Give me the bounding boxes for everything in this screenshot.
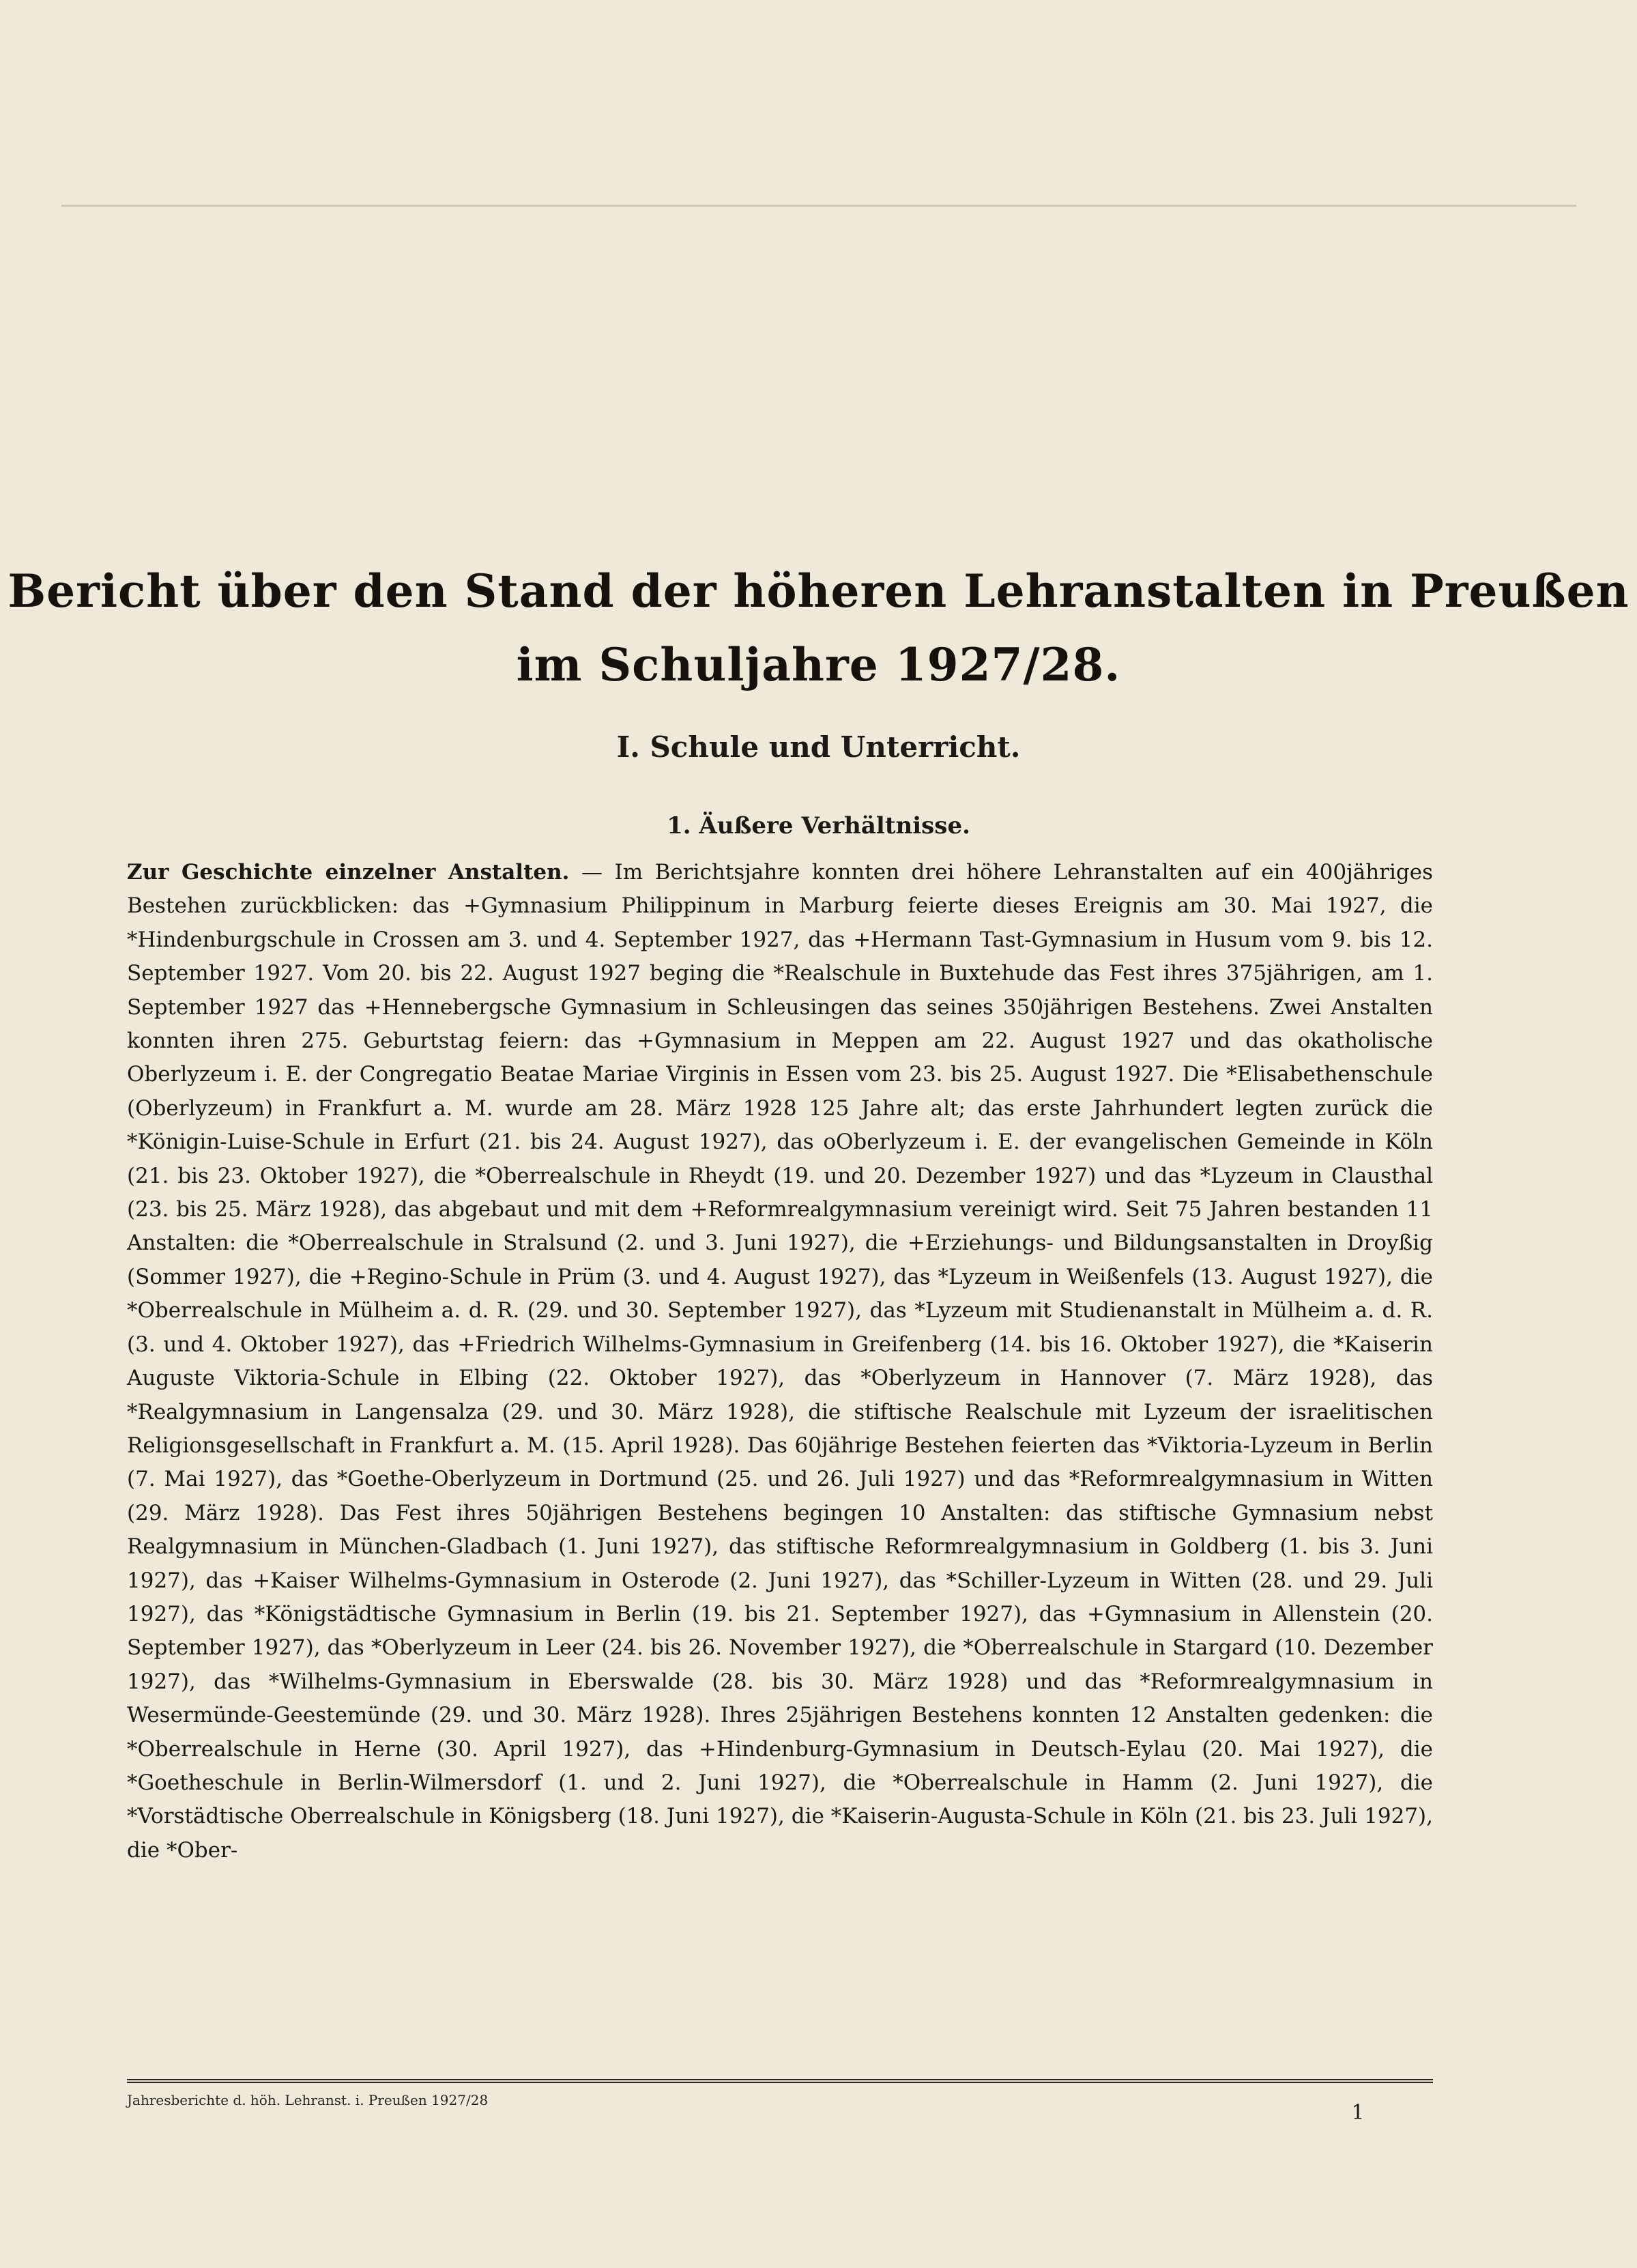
section-heading: I. Schule und Unterricht.: [616, 730, 1021, 764]
subsection-heading: 1. Äußere Verhältnisse.: [667, 812, 970, 839]
title-line-2: im Schuljahre 1927/28.: [516, 638, 1121, 691]
paragraph-text: — Im Berichtsjahre konnten drei höhere Lehranstalten auf ein 400jähriges Bestehen zurückblicken: das +Gymnasium Philippinum in Marburg feierte dieses Ereignis am 30. Mai 1927, die *Hindenburgschule in Crossen am 3. und 4. September 1927, das +Hermann Tast-Gymnasium in Husum vom 9. bis 12. September 1927. Vom 20. bis 22. August 1927 beging die *Realschule in Buxtehude das Fest ihres 375jährigen, am 1. September 1927 das +Hennebergsche Gymnasium in Schleusingen das seines 350jährigen Bestehens. Zwei Anstalten konnten ihren 275. Geburtstag feiern: das +Gymnasium in Meppen am 22. August 1927 und das okatholische Oberlyzeum i. E. der Congregatio Beatae Mariae Virginis in Essen vom 23. bis 25. August 1927. Die *Elisabethenschule (Oberlyzeum) in Frankfurt a. M. wurde am 28. März 1928 125 Jahre alt; das erste Jahrhundert legten zurück die *Königin-Luise-Schule in Erfurt (21. bis 24. August 1927), das oOberlyzeum i. E. der evangelischen Gemeinde in Köln (21. bis 23. Oktober 1927), die *Oberrealschule in Rheydt (19. und 20. Dezember 1927) und das *Lyzeum in Clausthal (23. bis 25. März 1928), das abgebaut und mit dem +Reformrealgymnasium vereinigt wird. Seit 75 Jahren bestanden 11 Anstalten: die *Oberrealschule in Stralsund (2. und 3. Juni 1927), die +Erziehungs- und Bildungsanstalten in Droyßig (Sommer 1927), die +Regino-Schule in Prüm (3. und 4. August 1927), das *Lyzeum in Weißenfels (13. August 1927), die *Oberrealschule in Mülheim a. d. R. (29. und 30. September 1927), das *Lyzeum mit Studienanstalt in Mülheim a. d. R. (3. und 4. Oktober 1927), das +Friedrich Wilhelms-Gymnasium in Greifenberg (14. bis 16. Oktober 1927), die *Kaiserin Auguste Viktoria-Schule in Elbing (22. Oktober 1927), das *Oberlyzeum in Hannover (7. März 1928), das *Realgymnasium in Langensalza (29. und 30. März 1928), die stiftische Realschule mit Lyzeum der israelitischen Religionsgesellschaft in Frankfurt a. M. (15. April 1928). Das 60jährige Bestehen feierten das *Viktoria-Lyzeum in Berlin (7. Mai 1927), das *Goethe-Oberlyzeum in Dortmund (25. und 26. Juli 1927) und das *Reformrealgymnasium in Witten (29. März 1928). Das Fest ihres 50jährigen Bestehens begingen 10 Anstalten: das stiftische Gymnasium nebst Realgymnasium in München-Gladbach (1. Juni 1927), das stiftische Reformrealgymnasium in Goldberg (1. bis 3. Juni 1927), das +Kaiser Wilhelms-Gymnasium in Osterode (2. Juni 1927), das *Schiller-Lyzeum in Witten (28. und 29. Juli 1927), das *Königstädtische Gymnasium in Berlin (19. bis 21. September 1927), das +Gymnasium in Allenstein (20. September 1927), das *Oberlyzeum in Leer (24. bis 26. November 1927), die *Oberrealschule in Stargard (10. Dezember 1927), das *Wilhelms-Gymnasium in Eberswalde (28. bis 30. März 1928) und das *Reformrealgymnasium in Wesermünde-Geestemünde (29. und 30. März 1928). Ihres 25jährigen Bestehens konnten 12 Anstalten gedenken: die *Oberrealschule in Herne (30. April 1927), das +Hindenburg-Gymnasium in Deutsch-Eylau (20. Mai 1927), die *Goetheschule in Berlin-Wilmersdorf (1. und 2. Juni 1927), die *Oberrealschule in Hamm (2. Juni 1927), die *Vorstädtische Oberrealschule in Königsberg (18. Juni 1927), die *Kaiserin-Augusta-Schule in Köln (21. bis 23. Juli 1927), die *Ober-: [127, 860, 1433, 1863]
body-paragraph: [127, 856, 1433, 1867]
paragraph-heading: Zur Geschichte einzelner Anstalten.: [127, 860, 570, 885]
page-number: 1: [1351, 2101, 1365, 2125]
top-rule: [61, 205, 1576, 207]
footer-text: Jahresberichte d. höh. Lehranst. i. Preußen 1927/28: [127, 2092, 489, 2108]
title-line-1: Bericht über den Stand der höheren Lehranstalten in Preußen: [8, 564, 1629, 618]
footer-rule: [127, 2079, 1433, 2083]
title-block: [0, 554, 1637, 702]
